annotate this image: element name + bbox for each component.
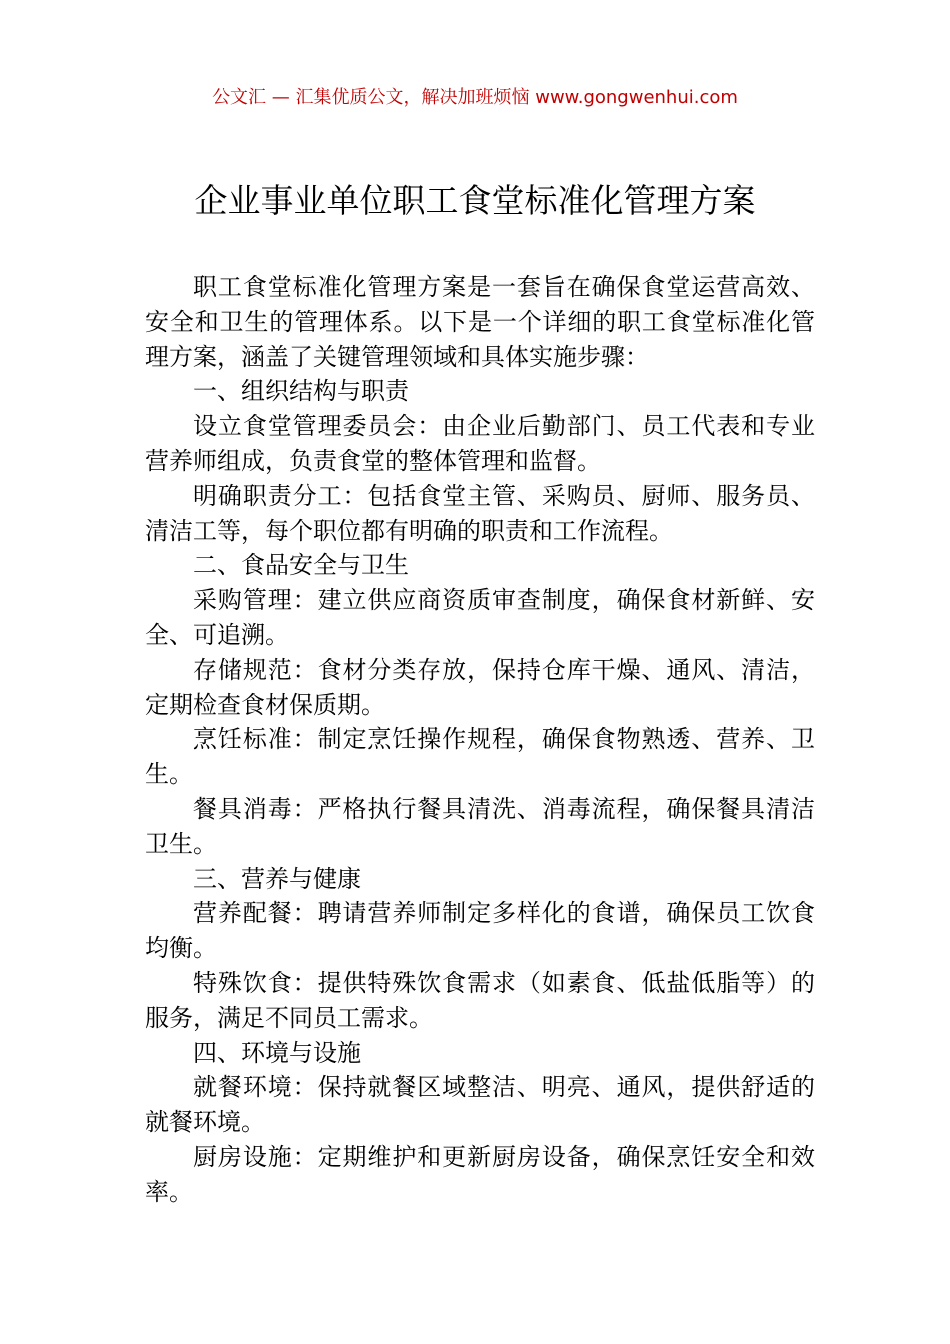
body-paragraph: 采购管理：建立供应商资质审查制度，确保食材新鲜、安全、可追溯。: [145, 586, 815, 649]
body-paragraph: 就餐环境：保持就餐区域整洁、明亮、通风，提供舒适的就餐环境。: [145, 1073, 815, 1137]
body-paragraph: 烹饪标准：制定烹饪操作规程，确保食物熟透、营养、卫生。: [145, 725, 815, 789]
section-heading: 二、食品安全与卫生: [193, 551, 409, 580]
document-body: [145, 270, 815, 1210]
body-paragraph: 特殊饮食：提供特殊饮食需求（如素食、低盐低脂等）的服务，满足不同员工需求。: [145, 968, 815, 1032]
body-paragraph: 厨房设施：定期维护和更新厨房设备，确保烹饪安全和效率。: [145, 1142, 815, 1206]
section-heading: 四、环境与设施: [193, 1038, 361, 1067]
body-paragraph: 营养配餐：聘请营养师制定多样化的食谱，确保员工饮食均衡。: [145, 899, 815, 963]
header-banner: 公文汇 — 汇集优质公文，解决加班烦恼 www.gongwenhui.com: [212, 87, 738, 108]
body-paragraph: 明确职责分工：包括食堂主管、采购员、厨师、服务员、清洁工等，每个职位都有明确的职责和工作流程。: [145, 481, 815, 545]
intro-paragraph: 职工食堂标准化管理方案是一套旨在确保食堂运营高效、安全和卫生的管理体系。以下是一个详细的职工食堂标准化管理方案，涵盖了关键管理领域和具体实施步骤：: [145, 273, 815, 371]
document-title: 企业事业单位职工食堂标准化管理方案: [194, 181, 756, 220]
body-paragraph: 设立食堂管理委员会：由企业后勤部门、员工代表和专业营养师组成，负责食堂的整体管理和监督。: [145, 412, 815, 475]
section-heading: 一、组织结构与职责: [193, 377, 409, 406]
section-heading: 三、营养与健康: [193, 864, 361, 893]
body-paragraph: 餐具消毒：严格执行餐具清洗、消毒流程，确保餐具清洁卫生。: [145, 794, 815, 858]
body-paragraph: 存储规范：食材分类存放，保持仓库干燥、通风、清洁，定期检查食材保质期。: [145, 655, 815, 719]
